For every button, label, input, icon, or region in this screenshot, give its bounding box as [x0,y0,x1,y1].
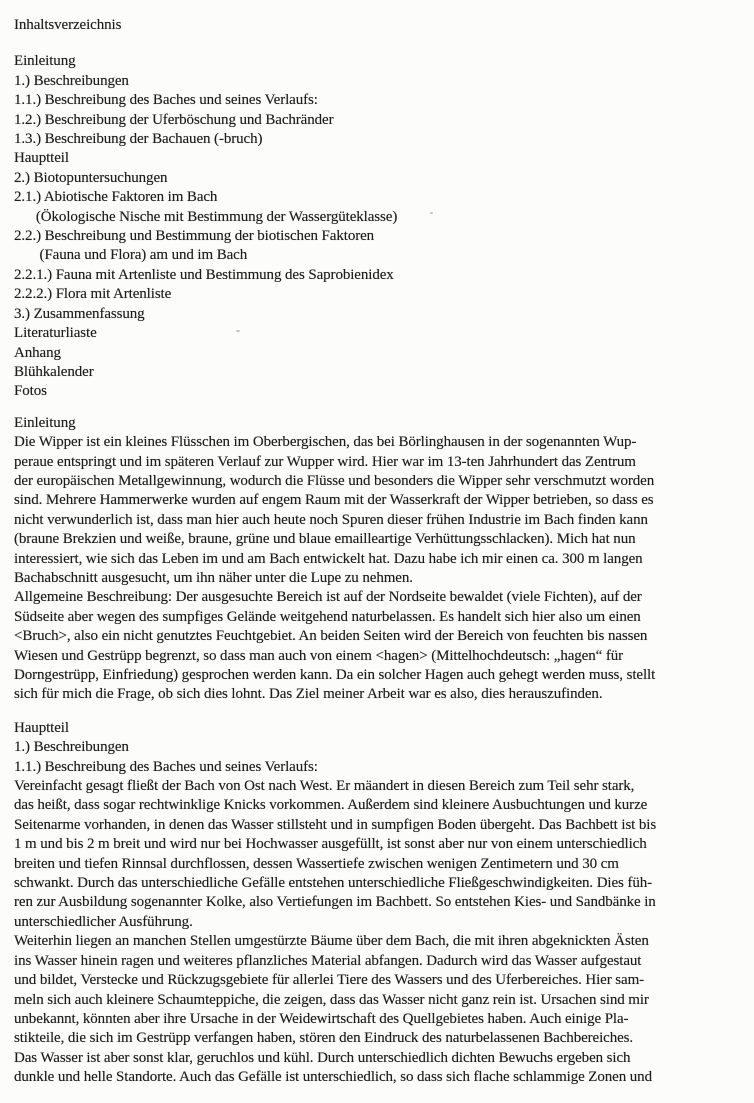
text-line: <Bruch>, also ein nicht genutztes Feuchtgebiet. An beiden Seiten wird der Bereich von feuchten bis nassen [14,628,648,645]
text-line: 1.1.) Beschreibung des Baches und seines Verlaufs: [14,92,318,109]
text-line: Fotos [14,383,47,400]
text-line: 1.3.) Beschreibung der Bachauen (-bruch) [14,131,263,148]
text-line: Einleitung [14,53,76,70]
text-line: 1 m und bis 2 m breit und wird nur bei Hochwasser ausgefüllt, ist sonst aber nur von einem unterschiedlich [14,836,647,853]
text-line: 1.) Beschreibungen [14,739,129,756]
text-line: Hauptteil [14,719,69,736]
text-line: Blühkalender [14,363,94,380]
text-line: ins Wasser hinein ragen und weiteres pflanzliches Material abfangen. Dadurch wird das Wasser aufgestaut [14,952,642,969]
text-line: Vereinfacht gesagt fließt der Bach von Ost nach West. Er mäandert in diesen Bereich zum Teil sehr stark, [14,778,635,795]
text-line: Dorngestrüpp, Einfriedung) gesprochen werden kann. Da ein solcher Hagen auch gehegt werden muss, stellt [14,667,656,683]
text-line: Allgemeine Beschreibung: Der ausgesuchte Bereich ist auf der Nordseite bewaldet (viele Fichten), auf der [14,589,642,606]
text-line: sind. Mehrere Hammerwerke wurden auf engem Raum mit der Wasserkraft der Wipper betrieben, so dass es [14,492,654,509]
text-line: 3.) Zusammenfassung [14,305,145,322]
section-hauptteil [14,719,754,1088]
text-line: und bildet, Verstecke und Rückzugsgebiete für allerlei Tiere des Wassers und des Uferbereiches. Hier sam- [14,972,645,989]
text-line: schwankt. Durch das unterschiedliche Gefälle entstehen unterschiedliche Fließgeschwindigkeiten. Dies füh- [14,875,653,892]
toc-title: Inhaltsverzeichnis [14,17,122,33]
text-line: Literaturliaste [14,325,97,342]
text-line: meln sich auch kleinere Schaumteppiche, die zeigen, dass das Wasser nicht ganz rein ist. Ursachen sind mir [14,991,649,1008]
text-line: Bachabschnitt ausgesucht, um ihn näher unter die Lupe zu nehmen. [14,569,413,586]
text-line: ren zur Ausbildung sogenannter Kolke, also Vertiefungen im Bachbett. So entstehen Kies- und Sandbänke in [14,894,656,911]
text-line: 2.) Biotopuntersuchungen [14,169,168,186]
text-line: Die Wipper ist ein kleines Flüsschen im Oberbergischen, das bei Börlinghausen in der sogenannten Wup- [14,434,637,451]
text-line: Weiterhin liegen an manchen Stellen umgestürzte Bäume über dem Bach, die mit ihren abgeknickten Ästen [14,933,649,950]
scan-speck [236,330,240,332]
text-line: 1.2.) Beschreibung der Uferböschung und Bachränder [14,111,334,128]
text-line: nicht verwunderlich ist, dass man hier auch heute noch Spuren dieser frühen Industrie im Bach finden kann [14,511,648,528]
text-line: (braune Brekzien und weiße, braune, grüne und blaue emailleartige Verhüttungsschlacken). Mich hat nun [14,531,636,548]
section-einleitung [14,414,754,705]
text-line: 1.) Beschreibungen [14,72,129,89]
text-line: (Ökologische Nische mit Bestimmung der Wassergüteklasse) [14,208,398,225]
text-line: das heißt, dass sogar rechtwinklige Knicks vorkommen. Außerdem sind kleinere Ausbuchtungen und kurze [14,797,648,814]
text-line: 2.2.1.) Fauna mit Artenliste und Bestimmung des Saprobienidex [14,266,394,283]
text-line: Einleitung [14,414,76,431]
text-line: Anhang [14,344,61,361]
text-line: interessiert, wie sich das Leben im und am Bach entwickelt hat. Dazu habe ich mir einen ca. 300 m langen [14,550,643,567]
text-line: stikteile, die sich im Gestrüpp verfangen haben, stören den Eindruck des naturbelassenen Bachbereiches. [14,1030,634,1047]
text-line: breiten und tiefen Rinnsal durchflossen, dessen Wassertiefe zwischen wenigen Zentimetern und 30 cm [14,855,619,872]
text-line: Das Wasser ist aber sonst klar, geruchlos und kühl. Durch unterschiedlich dichten Bewuchs ergeben sich [14,1049,631,1066]
text-line: 2.2.2.) Flora mit Artenliste [14,286,172,303]
text-line: sich für mich die Frage, ob sich dies lohnt. Das Ziel meiner Arbeit war es also, dies herauszufinden. [14,686,603,703]
text-line: Südseite aber wegen des sumpfiges Gelände weitgehend naturbelassen. Es handelt sich hier also um einen [14,608,641,625]
table-of-contents [14,52,754,401]
scan-speck [430,212,433,214]
text-line: 2.1.) Abiotische Faktoren im Bach [14,189,218,206]
text-line: 1.1.) Beschreibung des Baches und seines Verlaufs: [14,758,318,775]
text-line: unbekannt, könnten aber ihre Ursache in der Weidewirtschaft des Quellgebietes haben. Auch einige Pla- [14,1010,629,1027]
text-line: 2.2.) Beschreibung und Bestimmung der biotischen Faktoren [14,228,375,245]
text-line: Wiesen und Gestrüpp begrenzt, so dass man auch von einem <hagen> (Mittelhochdeutsch: „hagen“ für [14,647,624,664]
text-line: der europäischen Metallgewinnung, wodurch die Flüsse und besonders die Wipper sehr verschmutzt worden [14,472,655,489]
text-line: peraue entspringt und im späteren Verlauf zur Wupper wird. Hier war im 13-ten Jahrhundert das Zentrum [14,453,636,470]
text-line: dunkle und helle Standorte. Auch das Gefälle ist unterschiedlich, so dass sich flache schlammige Zonen und [14,1069,652,1086]
text-line: Hauptteil [14,150,69,167]
text-line: unterschiedlicher Ausführung. [14,913,193,930]
text-line: Seitenarme vorhanden, in denen das Wasser stillsteht und in sumpfigen Boden übergeht. Das Bachbett ist bis [14,816,657,833]
text-line: (Fauna und Flora) am und im Bach [14,247,248,264]
